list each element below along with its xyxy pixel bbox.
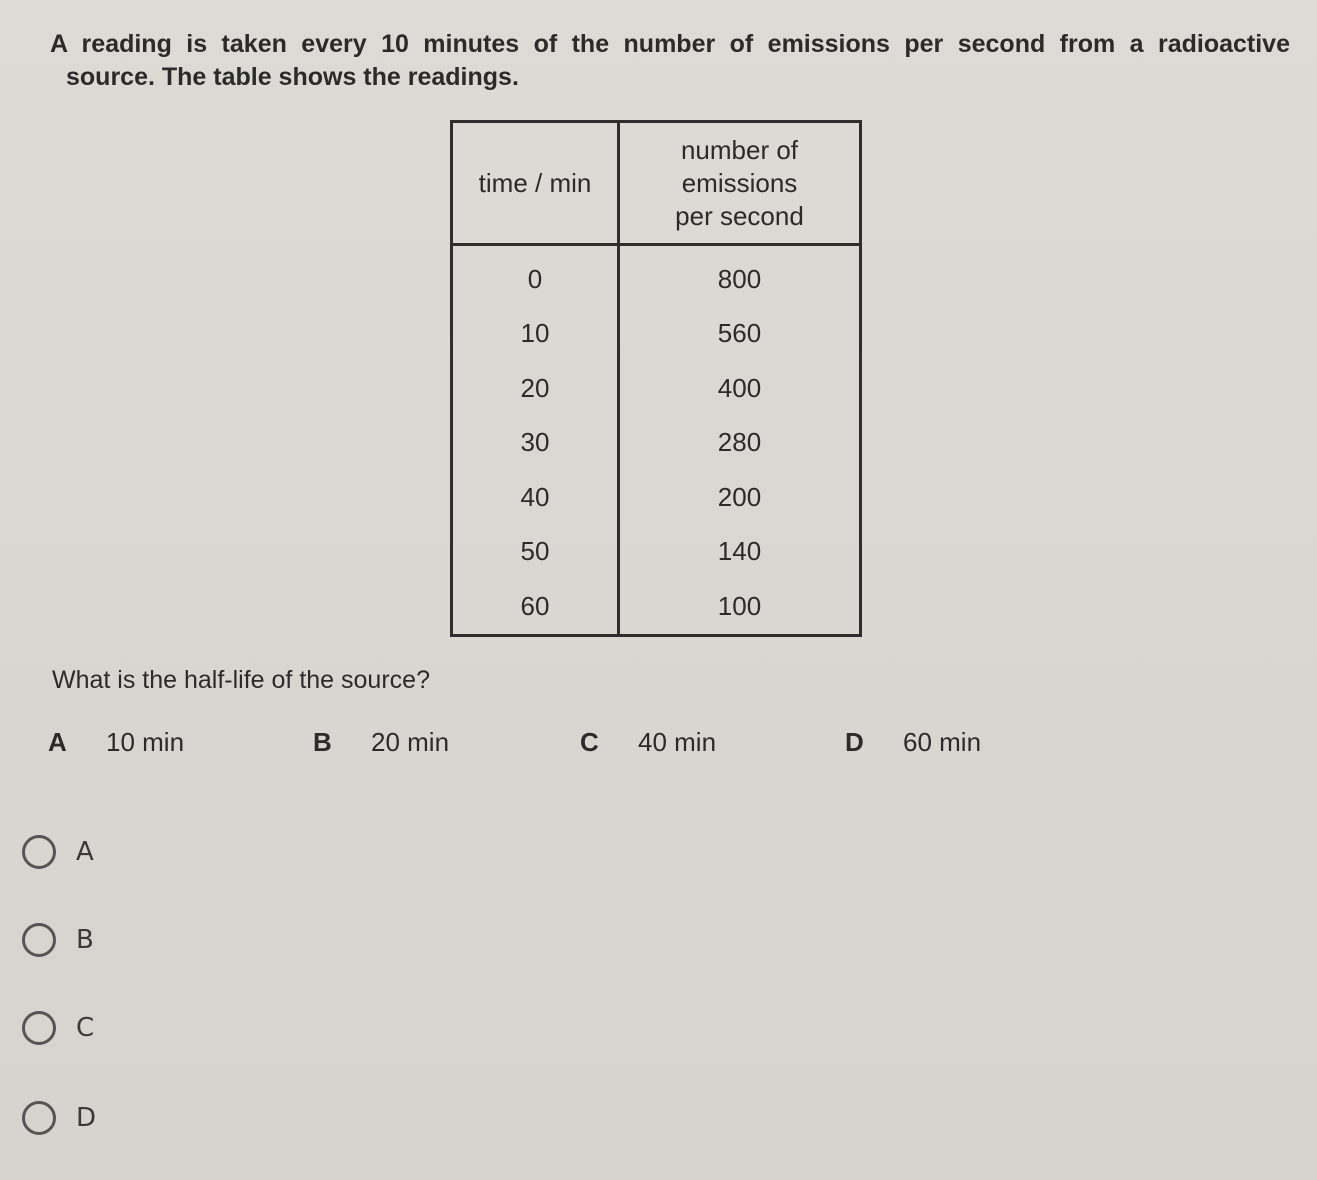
header-time-label: time / min [478, 167, 592, 198]
radio-button-icon[interactable] [22, 923, 56, 957]
option-text: 40 min [638, 727, 717, 757]
option-c [580, 727, 716, 758]
answer-radio-a[interactable] [22, 832, 94, 872]
question-text: What is the half-life of the source? [52, 666, 430, 694]
intro-line-1: A reading is taken every 10 minutes of the number of emissions per second from a radioactive [50, 30, 1290, 58]
cell-time: 10 [452, 307, 619, 362]
cell-time: 40 [452, 470, 619, 525]
answer-label[interactable]: C [76, 1013, 95, 1043]
answer-radio-b[interactable] [22, 920, 94, 960]
cell-time: 60 [452, 579, 619, 635]
cell-emissions: 280 [619, 416, 861, 471]
answer-radio-c[interactable] [22, 1008, 94, 1048]
option-d [845, 727, 981, 758]
cell-time: 50 [452, 525, 619, 580]
cell-time: 30 [452, 416, 619, 471]
readings-table [450, 120, 862, 637]
option-text: 10 min [106, 727, 185, 757]
header-emissions-line3: per second [675, 200, 804, 231]
cell-emissions: 100 [619, 579, 861, 635]
answer-options-list [0, 727, 1317, 763]
header-emissions-line2: emissions [681, 167, 798, 198]
header-emissions-line1: number of [680, 134, 799, 165]
table-row [452, 470, 861, 525]
option-letter: A [48, 727, 67, 757]
radio-button-icon[interactable] [22, 835, 56, 869]
table-row [452, 579, 861, 635]
table-row [452, 245, 861, 307]
option-a [48, 727, 184, 758]
cell-emissions: 800 [619, 245, 861, 307]
table-row [452, 307, 861, 362]
cell-emissions: 400 [619, 361, 861, 416]
option-text: 60 min [903, 727, 982, 757]
cell-emissions: 560 [619, 307, 861, 362]
answer-radio-d[interactable] [22, 1098, 96, 1138]
radio-button-icon[interactable] [22, 1011, 56, 1045]
header-time [452, 122, 619, 245]
table-header-row [452, 122, 861, 245]
option-letter: C [580, 727, 599, 757]
cell-emissions: 200 [619, 470, 861, 525]
option-text: 20 min [371, 727, 450, 757]
header-emissions [619, 122, 861, 245]
option-letter: D [845, 727, 864, 757]
intro-line-2: source. The table shows the readings. [66, 63, 519, 91]
option-letter: B [313, 727, 332, 757]
answer-label[interactable]: D [76, 1103, 97, 1133]
answer-label[interactable]: B [76, 925, 94, 955]
question-intro [50, 28, 1290, 94]
cell-time: 0 [452, 245, 619, 307]
option-b [313, 727, 449, 758]
table-row [452, 525, 861, 580]
cell-emissions: 140 [619, 525, 861, 580]
table-row [452, 416, 861, 471]
table-row [452, 361, 861, 416]
radio-button-icon[interactable] [22, 1101, 56, 1135]
answer-label[interactable]: A [76, 837, 94, 867]
cell-time: 20 [452, 361, 619, 416]
